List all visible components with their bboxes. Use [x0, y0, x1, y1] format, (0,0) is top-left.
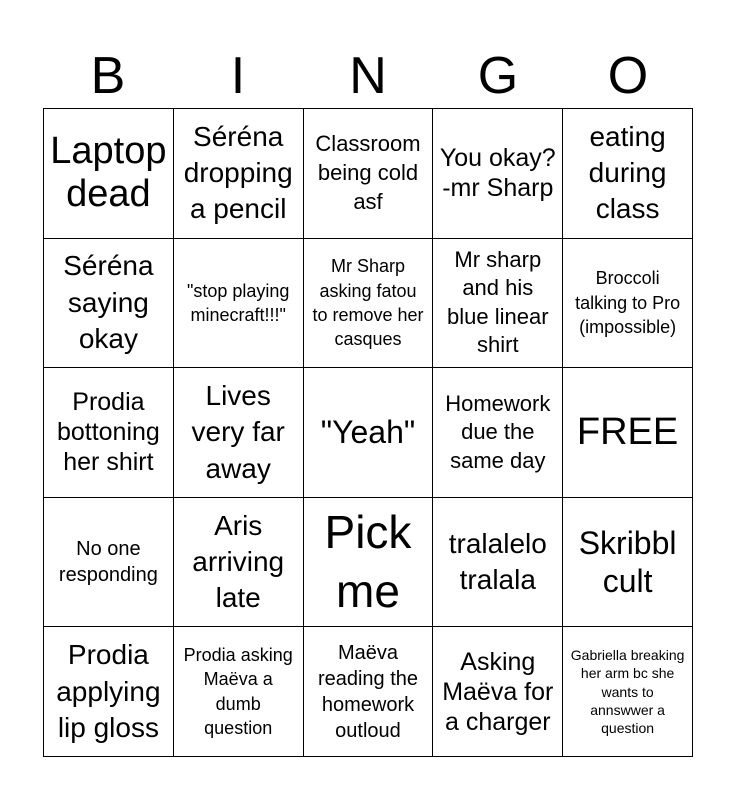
bingo-cell-r4c3[interactable]: [304, 498, 434, 628]
cell-text: Séréna dropping a pencil: [183, 120, 293, 225]
cell-text: "stop playing minecraft!!!": [186, 280, 290, 325]
bingo-cell-r1c3[interactable]: [304, 109, 434, 239]
cell-text: eating during class: [588, 120, 667, 225]
bingo-cell-r2c5[interactable]: [563, 239, 693, 369]
cell-text: Aris arriving late: [192, 509, 285, 614]
bingo-cell-r5c4[interactable]: [433, 627, 563, 757]
bingo-cell-r1c4[interactable]: [433, 109, 563, 239]
bingo-cell-r4c2[interactable]: [174, 498, 304, 628]
cell-text: Prodia asking Maëva a dumb question: [183, 645, 293, 738]
cell-text: You okay? -mr Sharp: [439, 144, 556, 203]
cell-text: Pick me: [324, 506, 412, 618]
cell-text: Classroom being cold asf: [315, 131, 421, 214]
bingo-cell-r4c1[interactable]: [44, 498, 174, 628]
header-letter-i: I: [230, 47, 246, 105]
bingo-cell-r1c1[interactable]: [44, 109, 174, 239]
cell-text: Gabriella breaking her arm bc she wants to annswwer a question: [570, 647, 685, 736]
bingo-grid: [43, 108, 693, 757]
cell-text: Mr Sharp asking fatou to remove her casques: [312, 256, 424, 350]
bingo-cell-r3c5-free[interactable]: [563, 368, 693, 498]
bingo-cell-r4c4[interactable]: [433, 498, 563, 628]
cell-text: Mr sharp and his blue linear shirt: [447, 246, 549, 358]
header-letter-o: O: [607, 47, 649, 105]
cell-text: Lives very far away: [191, 379, 285, 484]
bingo-cell-r3c1[interactable]: [44, 368, 174, 498]
cell-text: Broccoli talking to Pro (impossible): [575, 268, 681, 338]
bingo-cell-r5c5[interactable]: [563, 627, 693, 757]
cell-text: tralalelo tralala: [448, 527, 547, 596]
bingo-cell-r3c3[interactable]: [304, 368, 434, 498]
bingo-cell-r2c2[interactable]: [174, 239, 304, 369]
bingo-cell-r2c1[interactable]: [44, 239, 174, 369]
bingo-cell-r1c2[interactable]: [174, 109, 304, 239]
cell-text: "Yeah": [320, 414, 416, 451]
free-space-text: FREE: [576, 410, 679, 453]
header-letter-n: N: [349, 47, 387, 105]
bingo-cell-r5c2[interactable]: [174, 627, 304, 757]
bingo-cell-r5c3[interactable]: [304, 627, 434, 757]
cell-text: Prodia bottoning her shirt: [56, 388, 160, 477]
bingo-cell-r2c3[interactable]: [304, 239, 434, 369]
cell-text: Séréna saying okay: [63, 250, 154, 355]
bingo-header: [43, 44, 693, 108]
bingo-cell-r4c5[interactable]: [563, 498, 693, 628]
cell-text: Prodia applying lip gloss: [56, 639, 161, 743]
cell-text: No one responding: [58, 538, 158, 587]
bingo-cell-r2c4[interactable]: [433, 239, 563, 369]
cell-text: Asking Maëva for a charger: [442, 647, 554, 736]
bingo-cell-r3c4[interactable]: [433, 368, 563, 498]
header-letter-g: G: [477, 47, 519, 105]
cell-text: Homework due the same day: [445, 390, 551, 473]
cell-text: Laptop dead: [50, 129, 167, 216]
cell-text: Skribbl cult: [578, 524, 677, 600]
bingo-cell-r1c5[interactable]: [563, 109, 693, 239]
cell-text: Maëva reading the homework outloud: [317, 641, 419, 742]
bingo-cell-r3c2[interactable]: [174, 368, 304, 498]
header-letter-b: B: [90, 47, 126, 105]
bingo-cell-r5c1[interactable]: [44, 627, 174, 757]
